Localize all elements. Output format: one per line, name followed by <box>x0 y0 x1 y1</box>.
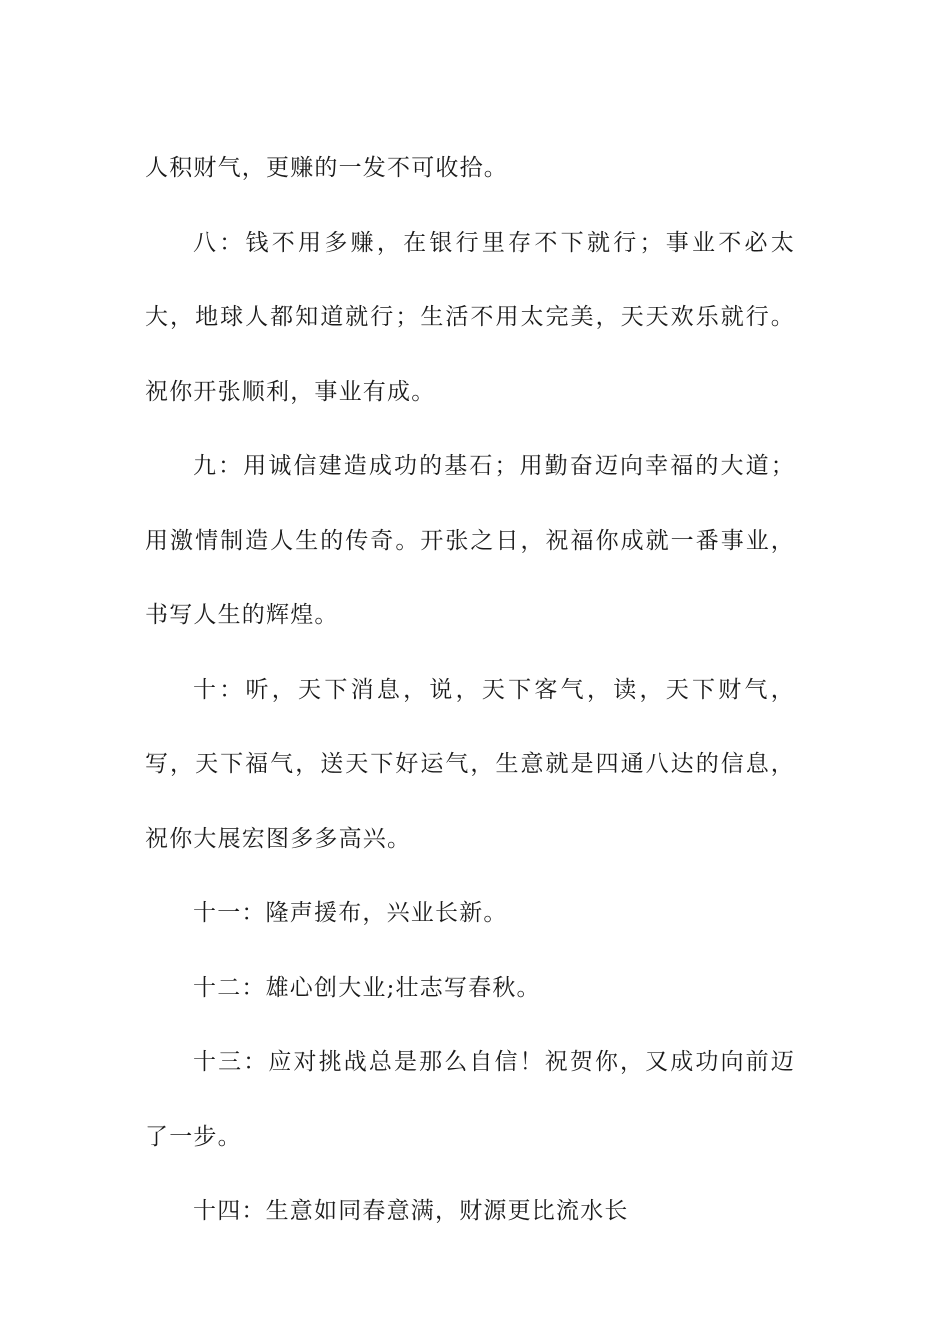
paragraph-eight: 八：钱不用多赚，在银行里存不下就行；事业不必太大，地球人都知道就行；生活不用太完美，天天欢乐就行。祝你开张顺利，事业有成。 <box>145 229 795 405</box>
paragraph-nine: 九：用诚信建造成功的基石；用勤奋迈向幸福的大道；用激情制造人生的传奇。开张之日，祝福你成就一番事业，书写人生的辉煌。 <box>145 453 795 628</box>
document-body <box>145 131 795 1249</box>
paragraph-ten: 十：听，天下消息，说，天下客气，读，天下财气，写，天下福气，送天下好运气，生意就是四通八达的信息，祝你大展宏图多多高兴。 <box>145 676 795 852</box>
paragraph-fourteen: 十四：生意如同春意满，财源更比流水长 <box>193 1198 629 1224</box>
paragraph-continuation: 人积财气，更赚的一发不可收拾。 <box>145 155 508 181</box>
paragraph-thirteen: 十三：应对挑战总是那么自信！祝贺你，又成功向前迈了一步。 <box>145 1049 795 1150</box>
paragraph-twelve: 十二：雄心创大业;壮志写春秋。 <box>193 974 541 1001</box>
paragraph-eleven: 十一：隆声援布，兴业长新。 <box>193 900 508 926</box>
